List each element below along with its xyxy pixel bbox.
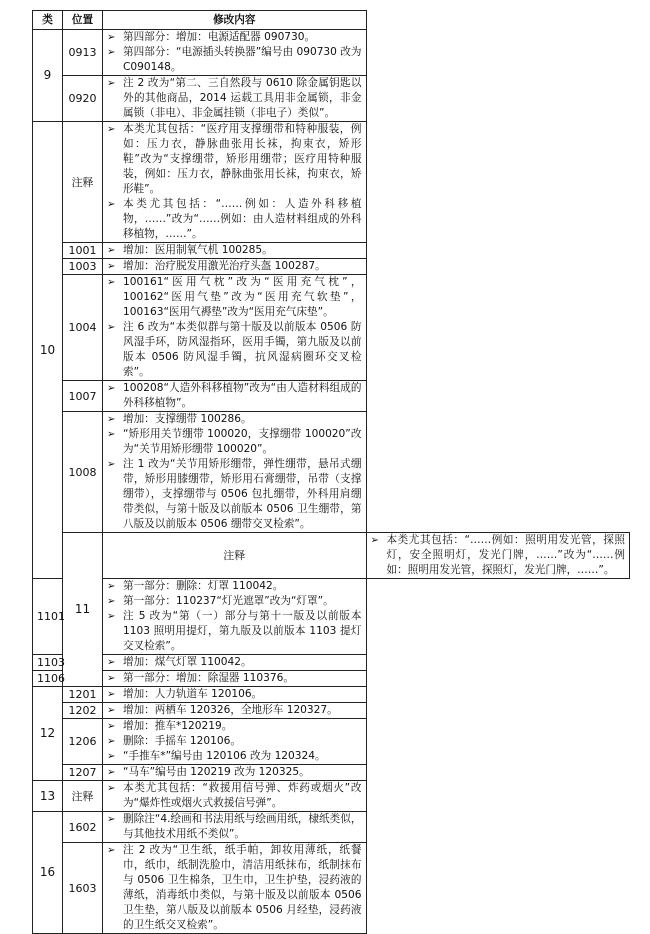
change-text: 第一部分：增加：除湿器 110376。 (123, 672, 294, 684)
revision-table (32, 10, 630, 934)
header-class: 类 (33, 11, 63, 30)
position-cell: 注释 (103, 533, 367, 579)
table-row (33, 655, 630, 671)
change-text: 增加：两栖车 120326，全地形车 120327。 (123, 704, 338, 716)
arrow-bullet-icon: ➢ (107, 245, 116, 256)
content-cell (103, 381, 367, 412)
position-cell: 0920 (63, 76, 103, 122)
arrow-bullet-icon: ➢ (107, 124, 116, 135)
change-text: 增加：治疗脱发用激光治疗头盔 100287。 (123, 260, 326, 272)
content-cell (366, 533, 630, 579)
list-item (107, 320, 362, 380)
position-cell: 1207 (63, 765, 103, 781)
content-cell (103, 719, 367, 765)
table-row (33, 843, 630, 934)
content-cell (103, 275, 367, 381)
list-item (107, 687, 362, 702)
arrow-bullet-icon: ➢ (107, 689, 116, 700)
table-row (33, 275, 630, 381)
class-number-cell: 9 (33, 30, 63, 122)
change-text: 100161“医用气枕”改为“医用充气枕”，100162“医用气垫”改为“医用充气软垫”，100163“医用气褥垫”改为“医用充气床垫”。 (123, 276, 362, 318)
content-cell (103, 812, 367, 843)
change-text: 增加：医用制氧气机 100285。 (123, 244, 273, 256)
position-cell: 1101 (33, 579, 63, 655)
position-cell: 1106 (33, 671, 63, 687)
arrow-bullet-icon: ➢ (107, 78, 116, 89)
list-item (107, 122, 362, 197)
list-item (107, 719, 362, 734)
content-cell (103, 122, 367, 243)
table-row (33, 381, 630, 412)
list-item (107, 812, 362, 842)
list-item (107, 30, 362, 45)
content-cell (103, 765, 367, 781)
table-row (33, 76, 630, 122)
list-item (107, 457, 362, 532)
change-text: “矫形用关节绷带 100020，支撑绷带 100020”改为“关节用矫形绷带 100020”。 (123, 428, 362, 455)
content-cell (103, 30, 367, 76)
change-text: 删除：手摇车 120106。 (123, 735, 241, 747)
arrow-bullet-icon: ➢ (107, 199, 116, 210)
list-item (107, 703, 362, 718)
list-item (107, 655, 362, 670)
header-position: 位置 (63, 11, 103, 30)
arrow-bullet-icon: ➢ (107, 814, 116, 825)
table-row (33, 122, 630, 243)
position-cell: 1004 (63, 275, 103, 381)
arrow-bullet-icon: ➢ (107, 721, 116, 732)
list-item (107, 594, 362, 609)
arrow-bullet-icon: ➢ (107, 596, 116, 607)
arrow-bullet-icon: ➢ (107, 705, 116, 716)
class-number-cell: 11 (63, 533, 103, 687)
list-item (107, 243, 362, 258)
change-text: 增加：人力轨道车 120106。 (123, 688, 263, 700)
arrow-bullet-icon: ➢ (107, 767, 116, 778)
list-item (107, 843, 362, 933)
change-text: 本类尤其包括：“……例如：人造外科移植物，……”改为“……例如：由人造材料组成的外科移植物，……”。 (123, 198, 362, 240)
list-item (107, 781, 362, 811)
class-number-cell: 16 (33, 812, 63, 934)
position-cell: 注释 (63, 781, 103, 812)
position-cell: 1008 (63, 412, 103, 533)
table-row (33, 243, 630, 259)
content-cell (103, 671, 367, 687)
content-cell (103, 687, 367, 703)
content-cell (103, 579, 367, 655)
table-row (33, 30, 630, 76)
arrow-bullet-icon: ➢ (107, 322, 116, 333)
table-row (33, 671, 630, 687)
content-cell (103, 412, 367, 533)
arrow-bullet-icon: ➢ (107, 611, 116, 622)
list-item (107, 579, 362, 594)
table-row (33, 719, 630, 765)
position-cell: 1007 (63, 381, 103, 412)
change-text: 第四部分：增加：电源适配器 090730。 (123, 31, 316, 43)
arrow-bullet-icon: ➢ (107, 459, 116, 470)
class-number-cell: 12 (33, 687, 63, 781)
arrow-bullet-icon: ➢ (107, 783, 116, 794)
content-cell (103, 781, 367, 812)
table-body (33, 30, 630, 934)
list-item (107, 734, 362, 749)
table-row (33, 412, 630, 533)
change-text: 增加：煤气灯罩 110042。 (123, 656, 252, 668)
arrow-bullet-icon: ➢ (107, 657, 116, 668)
arrow-bullet-icon: ➢ (107, 751, 116, 762)
change-text: 第四部分：“电源插头转换器”编号由 090730 改为 C090148。 (123, 46, 362, 73)
content-cell (103, 655, 367, 671)
change-text: 本类尤其包括：“……例如：照明用发光管，探照灯，安全照明灯，发光门牌，……”改为“……例如：照明用发光管，探照灯，发光门牌，……”。 (386, 534, 625, 576)
list-item (107, 381, 362, 411)
position-cell: 1602 (63, 812, 103, 843)
list-item (107, 427, 362, 457)
position-cell: 1603 (63, 843, 103, 934)
position-cell: 1206 (63, 719, 103, 765)
list-item (107, 197, 362, 242)
change-text: 100208“人造外科移植物”改为“由人造材料组成的外科移植物”。 (123, 382, 362, 409)
change-text: 注 1 改为“关节用矫形绷带，弹性绷带，悬吊式绷带，矫形用膝绷带，矫形用石膏绷带，吊带（支撑绷带），支撑绷带与 0506 包扎绷带，外科用肩绷带类似，与第十版及以前版本 0506 卫生绷带，第八版及以前版本 0506 绷带交叉检索”。 (123, 458, 362, 530)
change-text: “马车”编号由 120219 改为 120325。 (123, 766, 310, 778)
list-item (107, 765, 362, 780)
content-cell (103, 843, 367, 934)
position-cell: 1103 (33, 655, 63, 671)
content-cell (103, 243, 367, 259)
table-row (33, 812, 630, 843)
table-row (33, 533, 630, 579)
list-item (107, 671, 362, 686)
arrow-bullet-icon: ➢ (107, 383, 116, 394)
change-text: 本类尤其包括：“医疗用支撑绷带和特种服装，例如：压力衣，静脉曲张用长袜，拘束衣，矫形鞋”改为“支撑绷带，矫形用绷带；医疗用特种服装，例如：压力衣，静脉曲张用长袜，拘束衣，矫形鞋”。 (123, 123, 362, 195)
list-item (107, 609, 362, 654)
change-text: 增加：支撑绷带 100286。 (123, 413, 252, 425)
change-text: 第一部分：删除：灯罩 110042。 (123, 580, 284, 592)
position-cell: 1201 (63, 687, 103, 703)
position-cell: 1003 (63, 259, 103, 275)
content-cell (103, 259, 367, 275)
table-header-row (33, 11, 630, 30)
list-item (107, 749, 362, 764)
table-row (33, 687, 630, 703)
position-cell: 注释 (63, 122, 103, 243)
change-text: 第一部分：110237“灯光遮罩”改为“灯罩”。 (123, 595, 334, 607)
arrow-bullet-icon: ➢ (370, 535, 379, 546)
change-text: 注 6 改为“本类似群与第十版及以前版本 0506 防风湿手环，防风湿指环，医用手镯，第九版及以前版本 0506 防风湿手镯，抗风湿病圈环交叉检索”。 (123, 321, 362, 378)
table-row (33, 781, 630, 812)
change-text: 注 2 改为“第二、三自然段与 0610 除金属钥匙以外的其他商品，2014 运载工具用非金属锁，非金属锁（非电）、非金属挂锁（非电子）类似”。 (123, 77, 362, 119)
list-item (107, 76, 362, 121)
arrow-bullet-icon: ➢ (107, 581, 116, 592)
change-text: 注 2 改为“卫生纸，纸手帕，卸妆用薄纸，纸餐巾，纸巾，纸制洗脸巾，清洁用纸抹布，纸制抹布与 0506 卫生棉条，卫生巾，卫生护垫，浸药液的薄纸，消毒纸巾类似，与第十版及以前版本 0506 卫生垫，第八版及以前版本 0506 月经垫，浸药液的卫生纸交叉检索”。 (123, 844, 362, 931)
content-cell (103, 703, 367, 719)
table-row (33, 703, 630, 719)
arrow-bullet-icon: ➢ (107, 277, 116, 288)
arrow-bullet-icon: ➢ (107, 261, 116, 272)
arrow-bullet-icon: ➢ (107, 736, 116, 747)
content-cell (103, 76, 367, 122)
arrow-bullet-icon: ➢ (107, 47, 116, 58)
class-number-cell: 10 (33, 122, 63, 579)
position-cell: 1202 (63, 703, 103, 719)
list-item (107, 45, 362, 75)
arrow-bullet-icon: ➢ (107, 32, 116, 43)
change-text: 删除注“4.绘画和书法用纸与绘画用纸，棣纸类似，与其他技术用纸不类似”。 (123, 813, 362, 840)
change-text: 本类尤其包括：“救援用信号弹、炸药或烟火”改为“爆炸性或烟火式救援信号弹”。 (123, 782, 362, 809)
table-row (33, 765, 630, 781)
arrow-bullet-icon: ➢ (107, 845, 116, 856)
arrow-bullet-icon: ➢ (107, 673, 116, 684)
arrow-bullet-icon: ➢ (107, 429, 116, 440)
list-item (371, 533, 626, 578)
table-row (33, 259, 630, 275)
change-text: 增加：推车*120219。 (123, 720, 233, 732)
list-item (107, 412, 362, 427)
position-cell: 1001 (63, 243, 103, 259)
position-cell: 0913 (63, 30, 103, 76)
change-text: 注 5 改为“第（一）部分与第十一版及以前版本 1103 照明用提灯，第九版及以前版本 1103 提灯交叉检索”。 (123, 610, 362, 652)
list-item (107, 259, 362, 274)
class-number-cell: 13 (33, 781, 63, 812)
arrow-bullet-icon: ➢ (107, 414, 116, 425)
change-text: “手推车*”编号由 120106 改为 120324。 (123, 750, 326, 762)
header-content: 修改内容 (103, 11, 367, 30)
list-item (107, 275, 362, 320)
table-row (33, 579, 630, 655)
